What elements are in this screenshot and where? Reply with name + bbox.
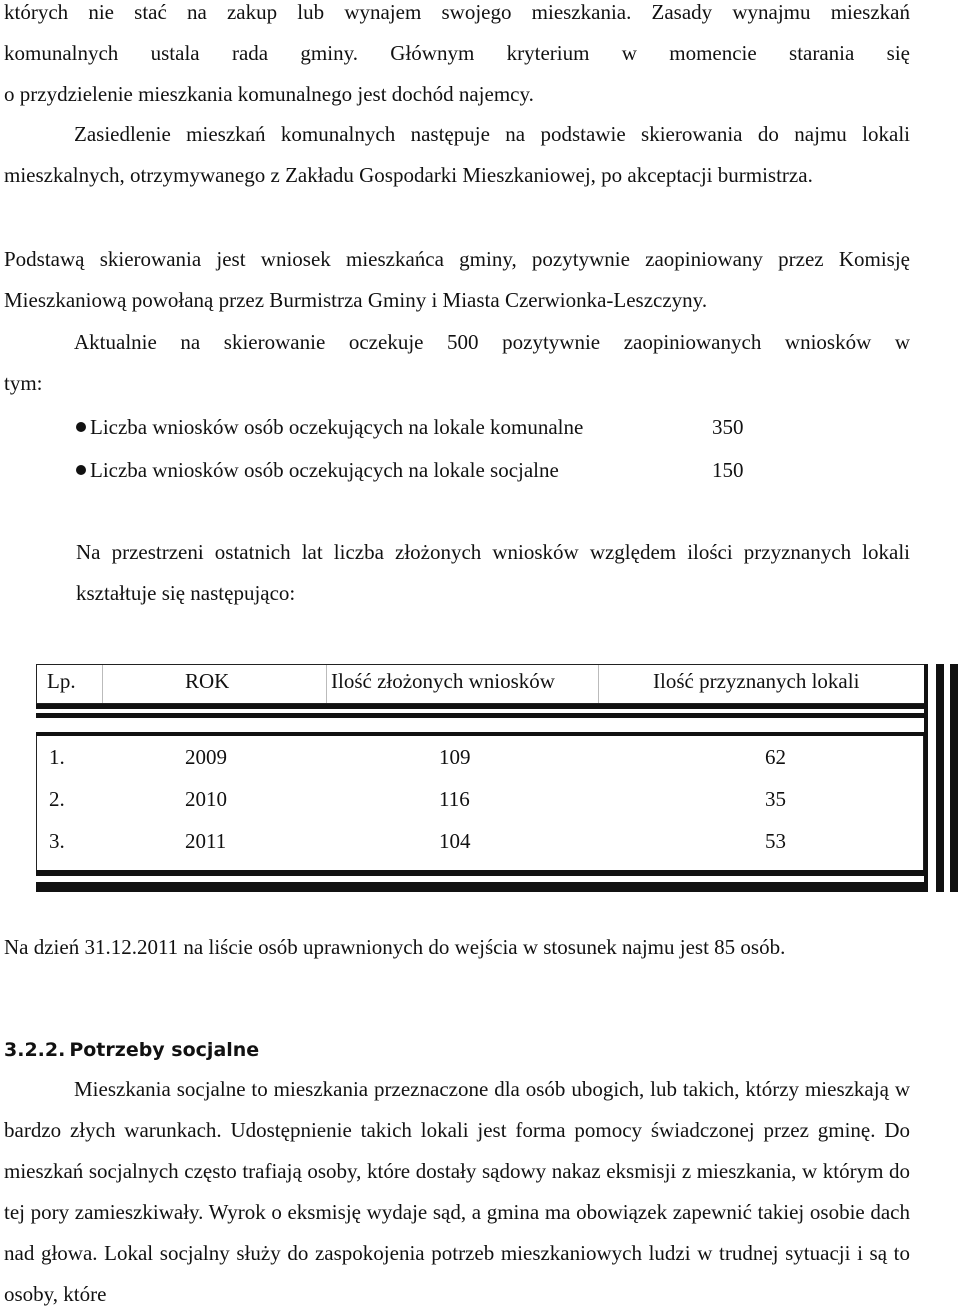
paragraph-podstawa: Podstawą skierowania jest wniosek mieszkańca gminy, pozytywnie zaopiniowany przez Komisję Mieszkaniową powołaną przez Burmistrza Gminy i Miasta Czerwionka-Leszczyny.: [4, 247, 910, 312]
bullet-item: [76, 455, 776, 485]
bullet-value: 150: [712, 458, 744, 482]
table-body: [36, 736, 924, 870]
bullet-value: 350: [712, 415, 744, 439]
section-heading: [4, 1036, 259, 1064]
table-row: 2. 2010 116 35: [49, 787, 786, 811]
text-line: komunalnych ustala rada gminy. Głównym kryterium w momencie starania się: [4, 41, 910, 65]
paragraph-socjalne: Mieszkania socjalne to mieszkania przeznaczone dla osób ubogich, lub takich, którzy mieszkają w bardzo złych warunkach. Udostępnienie takich lokali jest forma pomocy świadczonej przez gminę. Do mieszkań socjalnych często trafiają osoby, które dostały sądowy nakaz eksmisji z mieszkania, w którym do tej pory zamieszkiwały. Wyrok o eksmisję wydaje sąd, a gmina ma obowiązek zapewnić takiej osobie dach nad głowa. Lokal socjalny służy do zaspokojenia potrzeb mieszkaniowych ludzi w trudnej sytuacji i są to osoby, które: [4, 1077, 910, 1306]
section-title: Potrzeby socjalne: [69, 1039, 260, 1061]
table-border: [36, 870, 926, 892]
section-number: 3.2.2.: [4, 1039, 66, 1061]
paragraph-przestrzeni: Na przestrzeni ostatnich lat liczba złożonych wniosków względem ilości przyznanych lokali kształtuje się następująco:: [76, 540, 910, 605]
header-cell: Lp.: [37, 665, 103, 703]
bullet-item: [76, 412, 776, 442]
paragraph-na-dzien: Na dzień 31.12.2011 na liście osób uprawnionych do wejścia w stosunek najmu jest 85 osób.: [4, 935, 786, 959]
text-line: o przydzielenie mieszkania komunalnego jest dochód najemcy.: [4, 82, 534, 106]
paragraph-aktualnie: Aktualnie na skierowanie oczekuje 500 pozytywnie zaopiniowanych wniosków w: [74, 330, 910, 354]
paragraph-aktualnie-cont: tym:: [4, 371, 43, 395]
statistics-table: [36, 664, 958, 892]
table-border: [924, 664, 958, 892]
bullet-label: Liczba wniosków osób oczekujących na lokale socjalne: [90, 458, 559, 482]
header-cell: Ilość przyznanych lokali: [653, 669, 860, 693]
paragraph-top: [4, 0, 910, 115]
table-row: 3. 2011 104 53: [49, 829, 786, 853]
header-cell: ROK: [103, 665, 327, 703]
table-border: [36, 704, 926, 718]
header-cell: Ilość złożonych wniosków: [327, 665, 599, 703]
bullet-label: Liczba wniosków osób oczekujących na lokale komunalne: [90, 415, 584, 439]
table-row: 1. 2009 109 62: [49, 745, 786, 769]
paragraph-zasiedlenie: Zasiedlenie mieszkań komunalnych następuje na podstawie skierowania do najmu lokali mieszkalnych, otrzymywanego z Zakładu Gospodarki Mieszkaniowej, po akceptacji burmistrza.: [4, 122, 910, 187]
bullet-icon: [76, 465, 86, 475]
table-header: [36, 664, 926, 704]
bullet-icon: [76, 422, 86, 432]
text-line: których nie stać na zakup lub wynajem swojego mieszkania. Zasady wynajmu mieszkań: [4, 0, 910, 24]
